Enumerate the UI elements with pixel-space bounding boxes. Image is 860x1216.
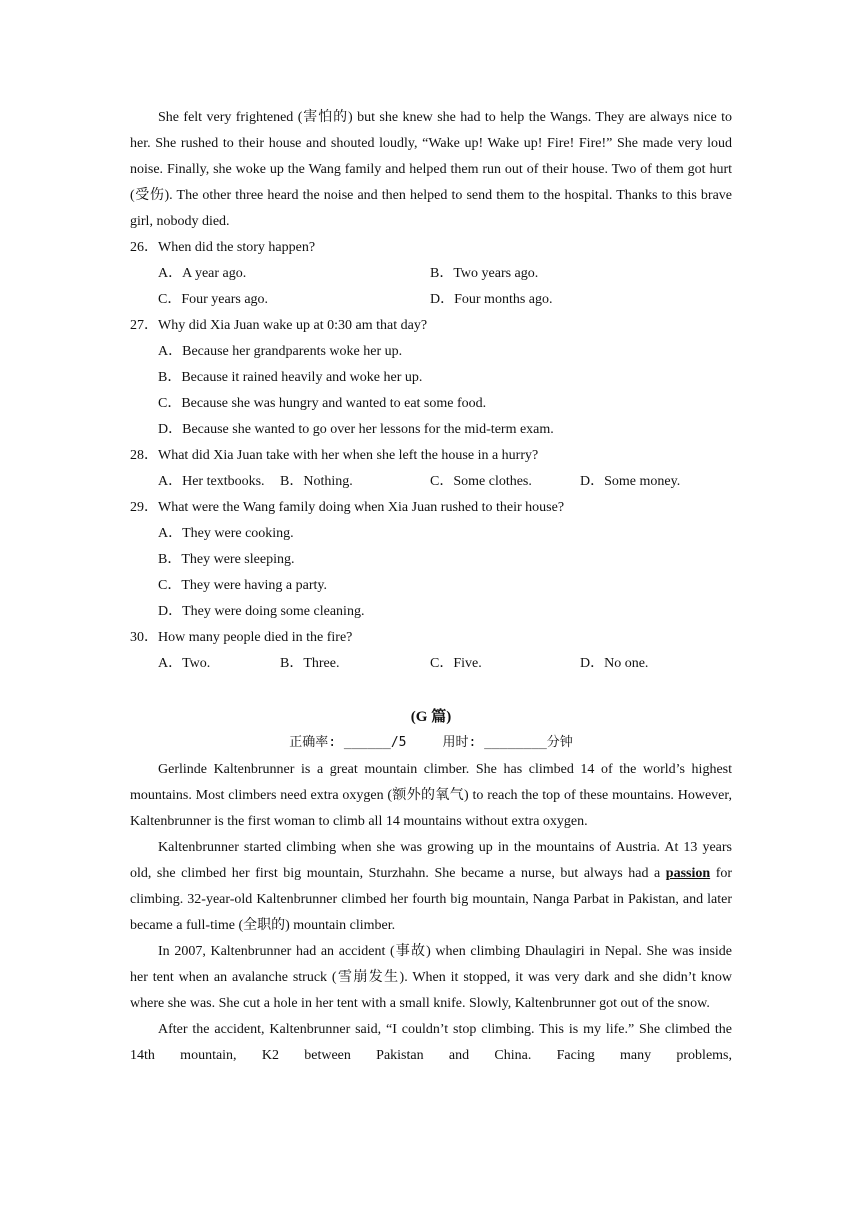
- question-30: [130, 625, 732, 677]
- passage-paragraph: She felt very frightened (害怕的) but she knew she had to help the Wangs. They are always nice to her. She rushed to their house and shouted loudly, “Wake up! Wake up! Fire! Fire!” She made very loud noise. Finally, she woke up the Wang family and helped them run out of their house. Two of them got hurt (受伤). The other three heard the noise and then helped to send them to the hospital. Thanks to this brave girl, nobody died.: [130, 110, 732, 229]
- option-c: C．Four years ago.: [158, 292, 269, 307]
- question-27: [130, 313, 732, 443]
- accuracy-field: 正确率: ______/5: [289, 735, 407, 750]
- option-b: B．Three.: [280, 656, 340, 671]
- options-row: [158, 287, 732, 313]
- options-row: [158, 469, 732, 495]
- score-line: [130, 731, 732, 755]
- option-a: A．Because her grandparents woke her up.: [158, 344, 403, 359]
- question-26: [130, 235, 732, 313]
- passage-paragraph: After the accident, Kaltenbrunner said, “I couldn’t stop climbing. This is my life.” She climbed the 14th mountain, K2 between Pakistan and China. Facing many problems,: [130, 1022, 732, 1063]
- document-page: [130, 105, 732, 1069]
- option-d: D．Four months ago.: [430, 292, 553, 307]
- question-29: [130, 495, 732, 625]
- underlined-keyword: passion: [665, 866, 711, 881]
- question-stem: 30．How many people died in the fire?: [130, 630, 353, 645]
- paragraph-text: for climbing. 32-year-old Kaltenbrunner climbed her fourth big mountain, Nanga Parbat in Pakistan, and later became a full-time (全职的) mountain climber.: [130, 866, 733, 933]
- option-d: D．Some money.: [580, 474, 681, 489]
- option-a: A．They were cooking.: [158, 526, 294, 541]
- option-c: C．Five.: [430, 656, 482, 671]
- passage-paragraph: In 2007, Kaltenbrunner had an accident (事故) when climbing Dhaulagiri in Nepal. She was inside her tent when an avalanche struck (雪崩发生). When it stopped, it was very dark and she didn’t know where she was. She cut a hole in her tent with a small knife. Slowly, Kaltenbrunner got out of the snow.: [130, 944, 732, 1011]
- time-used-field: 用时: ________分钟: [442, 735, 573, 750]
- question-stem: 26．When did the story happen?: [130, 240, 316, 255]
- option-a: A．A year ago.: [158, 266, 247, 281]
- option-c: C．They were having a party.: [158, 578, 327, 593]
- passage-paragraph: [130, 835, 732, 939]
- option-d: D．No one.: [580, 656, 649, 671]
- question-stem: 28．What did Xia Juan take with her when she left the house in a hurry?: [130, 448, 539, 463]
- paragraph-text: Kaltenbrunner started climbing when she was growing up in the mountains of Austria. At 13 years old, she climbed her first big mountain, Sturzhahn. She became a nurse, but always had a: [130, 840, 732, 881]
- question-stem: 27．Why did Xia Juan wake up at 0:30 am that day?: [130, 318, 428, 333]
- option-a: A．Her textbooks.: [158, 474, 265, 489]
- question-28: [130, 443, 732, 495]
- question-stem: 29．What were the Wang family doing when Xia Juan rushed to their house?: [130, 500, 565, 515]
- option-b: B．Two years ago.: [430, 266, 539, 281]
- option-c: C．Some clothes.: [430, 474, 532, 489]
- option-d: D．They were doing some cleaning.: [158, 604, 365, 619]
- option-b: B．Because it rained heavily and woke her up.: [158, 370, 423, 385]
- option-d: D．Because she wanted to go over her lessons for the mid-term exam.: [158, 422, 554, 437]
- option-b: B．Nothing.: [280, 474, 353, 489]
- section-title: (G 篇): [410, 709, 452, 725]
- options-row: [158, 261, 732, 287]
- option-a: A．Two.: [158, 656, 211, 671]
- option-c: C．Because she was hungry and wanted to eat some food.: [158, 396, 487, 411]
- option-b: B．They were sleeping.: [158, 552, 295, 567]
- options-row: [158, 651, 732, 677]
- passage-paragraph: Gerlinde Kaltenbrunner is a great mountain climber. She has climbed 14 of the world’s highest mountains. Most climbers need extra oxygen (额外的氧气) to reach the top of these mountains. However, Kaltenbrunner is the first woman to climb all 14 mountains without extra oxygen.: [130, 762, 732, 829]
